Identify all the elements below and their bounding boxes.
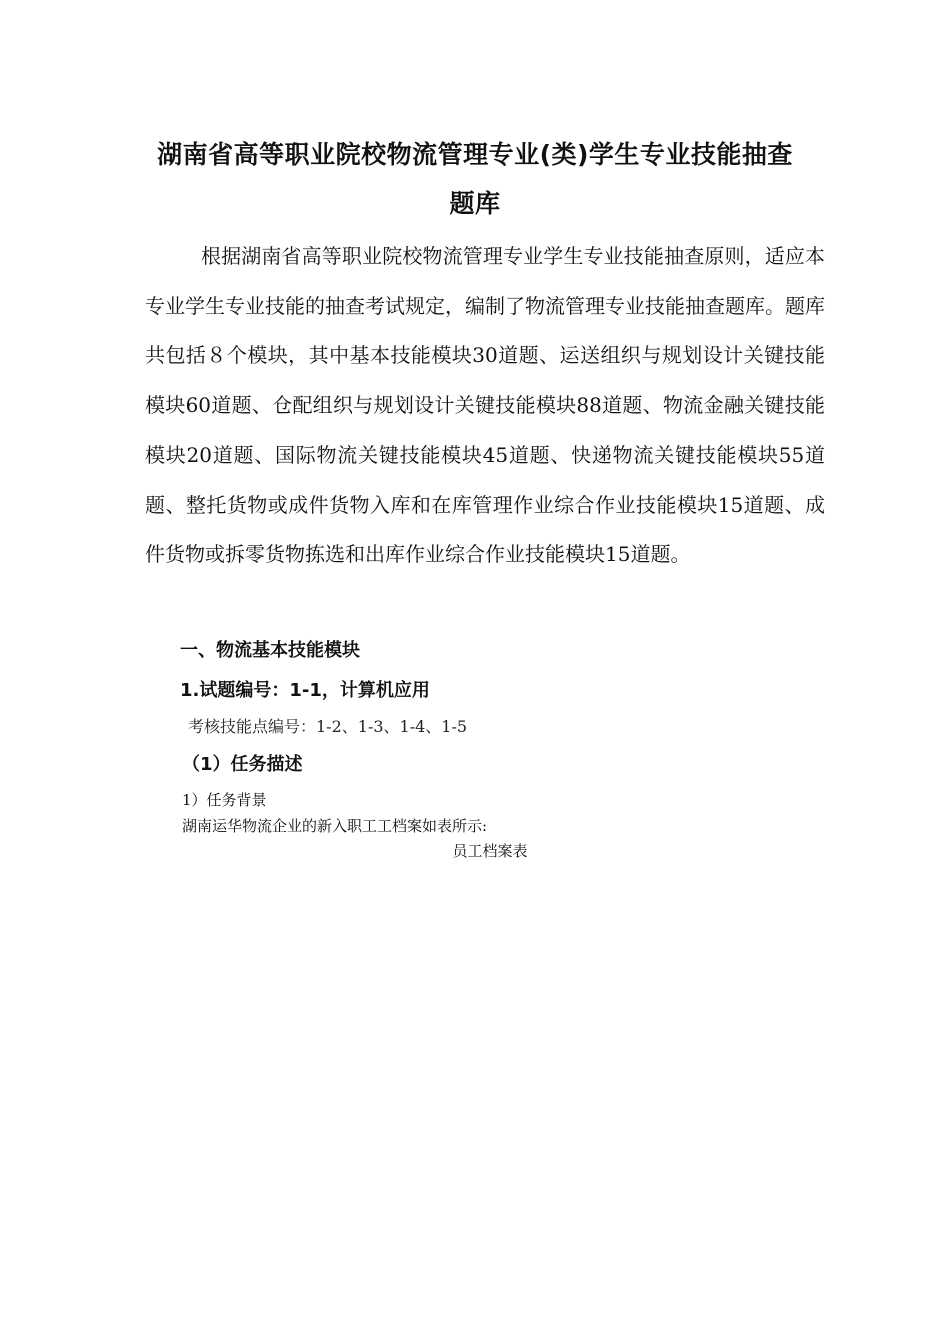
document-title-line-1: 湖南省高等职业院校物流管理专业(类)学生专业技能抽查: [157, 140, 793, 169]
question-heading: 1.试题编号：1-1，计算机应用: [180, 680, 430, 701]
task-description-heading: （1）任务描述: [182, 754, 303, 775]
task-background-label: 1）任务背景: [182, 791, 267, 809]
section-heading: 一、物流基本技能模块: [180, 640, 360, 661]
task-background-text: 湖南运华物流企业的新入职工工档案如表所示:: [182, 817, 488, 835]
skill-points-text: 考核技能点编号：1-2、1-3、1-4、1-5: [188, 717, 468, 736]
intro-paragraph: 根据湖南省高等职业院校物流管理专业学生专业技能抽查原则，适应本专业学生专业技能的抽查考试规定，编制了物流管理专业技能抽查题库。题库共包括８个模块，其中基本技能模块30道题、运送组织与规划设计关键技能模块60道题、仓配组织与规划设计关键技能模块88道题、物流金融关键技能模块20道题、国际物流关键技能模块45道题、快递物流关键技能模块55道题、整托货物或成件货物入库和在库管理作业综合作业技能模块15道题、成件货物或拆零货物拣选和出库作业综合作业技能模块15道题。: [145, 244, 825, 567]
document-title-line-2: 题库: [449, 189, 501, 218]
table-caption: 员工档案表: [452, 842, 528, 860]
